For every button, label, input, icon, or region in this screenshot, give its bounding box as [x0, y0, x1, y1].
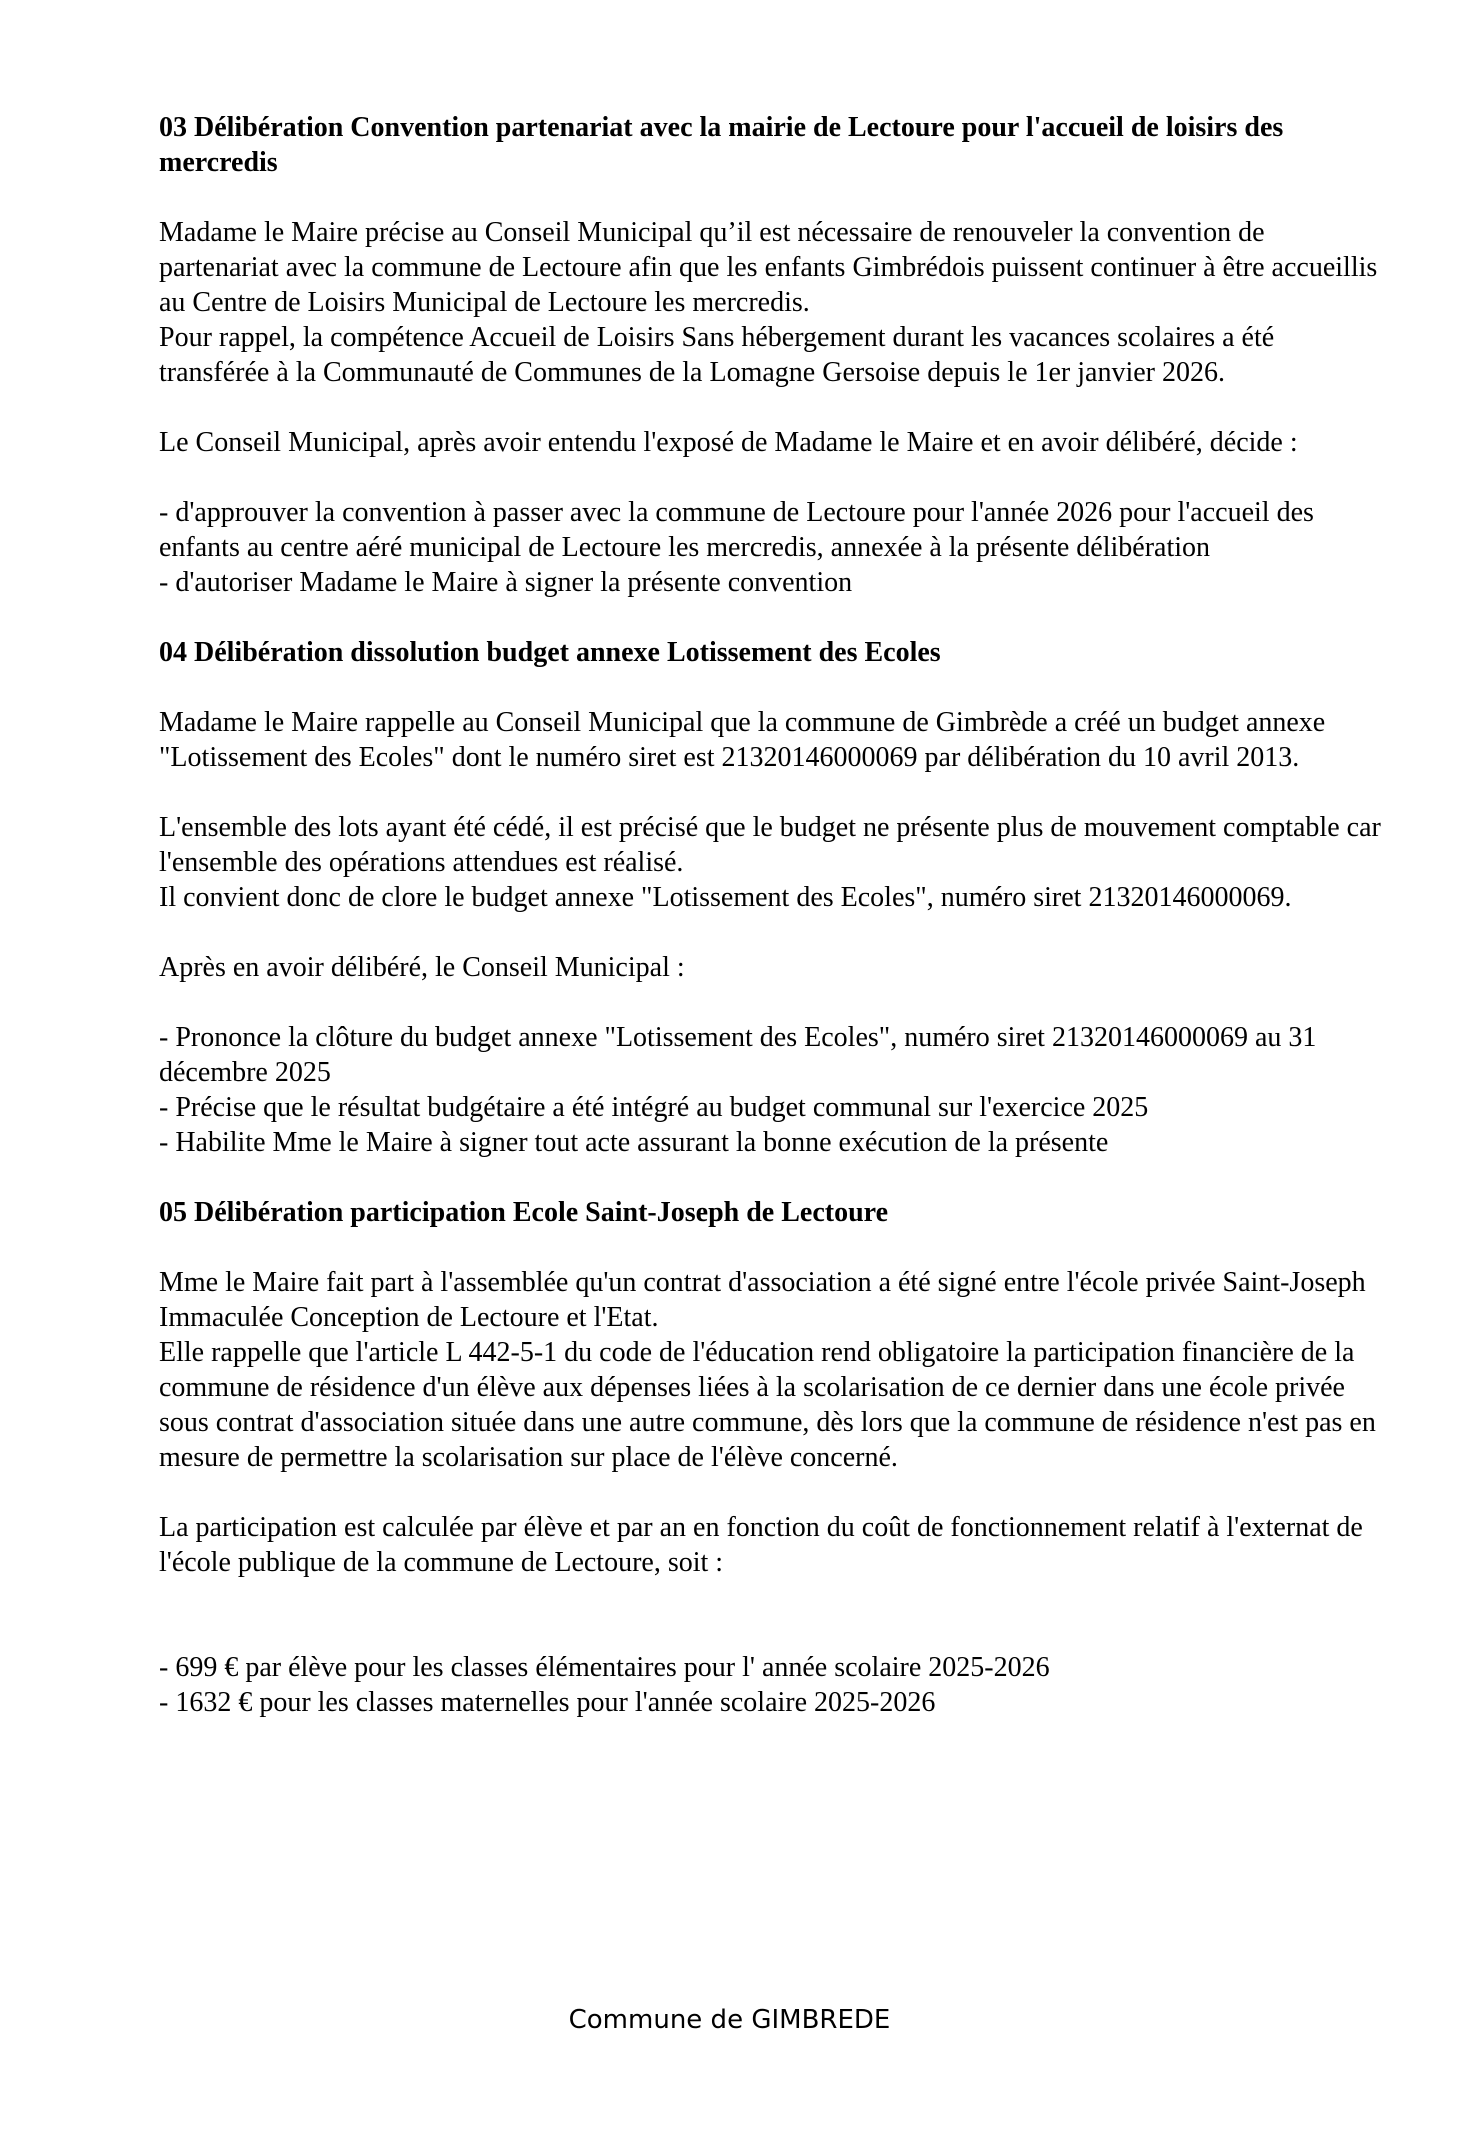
paragraph: Le Conseil Municipal, après avoir entendu l'exposé de Madame le Maire et en avoir délibéré, décide : — [159, 427, 1298, 458]
paragraph: Madame le Maire rappelle au Conseil Municipal que la commune de Gimbrède a créé un budget annexe "Lotissement des Ecoles" dont le numéro siret est 21320146000069 par délibération du 10 avril 2013. — [159, 707, 1326, 773]
list-item: - 699 € par élève pour les classes élémentaires pour l' année scolaire 2025-2026 — [159, 1652, 1050, 1683]
list-item: - d'autoriser Madame le Maire à signer la présente convention — [159, 567, 853, 598]
paragraph: Il convient donc de clore le budget annexe "Lotissement des Ecoles", numéro siret 21320146000069. — [159, 882, 1292, 913]
list-item: - d'approuver la convention à passer avec la commune de Lectoure pour l'année 2026 pour l'accueil des enfants au centre aéré municipal de Lectoure les mercredis, annexée à la présente délibération — [159, 497, 1314, 563]
section-04 — [159, 635, 1389, 1160]
paragraph: L'ensemble des lots ayant été cédé, il est précisé que le budget ne présente plus de mouvement comptable car l'ensemble des opérations attendues est réalisé. — [159, 812, 1381, 878]
paragraph: Après en avoir délibéré, le Conseil Municipal : — [159, 952, 685, 983]
list-item: - Prononce la clôture du budget annexe "Lotissement des Ecoles", numéro siret 21320146000069 au 31 décembre 2025 — [159, 1022, 1317, 1088]
paragraph: Elle rappelle que l'article L 442-5-1 du code de l'éducation rend obligatoire la participation financière de la commune de résidence d'un élève aux dépenses liées à la scolarisation de ce dernier dans une école privée sous contrat d'association située dans une autre commune, dès lors que la commune de résidence n'est pas en mesure de permettre la scolarisation sur place de l'élève concerné. — [159, 1337, 1376, 1473]
list-item: - Précise que le résultat budgétaire a été intégré au budget communal sur l'exercice 2025 — [159, 1092, 1149, 1123]
section-heading: 04 Délibération dissolution budget annexe Lotissement des Ecoles — [159, 637, 941, 668]
section-heading: 05 Délibération participation Ecole Saint-Joseph de Lectoure — [159, 1197, 888, 1228]
list-item: - Habilite Mme le Maire à signer tout acte assurant la bonne exécution de la présente — [159, 1127, 1109, 1158]
section-03 — [159, 110, 1389, 600]
page-footer: Commune de GIMBREDE — [568, 2005, 891, 2035]
list-item: - 1632 € pour les classes maternelles pour l'année scolaire 2025-2026 — [159, 1687, 936, 1718]
document-page — [159, 110, 1389, 1720]
section-heading: 03 Délibération Convention partenariat avec la mairie de Lectoure pour l'accueil de loisirs des mercredis — [159, 112, 1284, 178]
paragraph: Mme le Maire fait part à l'assemblée qu'un contrat d'association a été signé entre l'école privée Saint-Joseph Immaculée Conception de Lectoure et l'Etat. — [159, 1267, 1366, 1333]
paragraph: Pour rappel, la compétence Accueil de Loisirs Sans hébergement durant les vacances scolaires a été transférée à la Communauté de Communes de la Lomagne Gersoise depuis le 1er janvier 2026. — [159, 322, 1275, 388]
paragraph: Madame le Maire précise au Conseil Municipal qu’il est nécessaire de renouveler la convention de partenariat avec la commune de Lectoure afin que les enfants Gimbrédois puissent continuer à être accueillis au Centre de Loisirs Municipal de Lectoure les mercredis. — [159, 217, 1378, 318]
section-05 — [159, 1195, 1389, 1720]
paragraph: La participation est calculée par élève et par an en fonction du coût de fonctionnement relatif à l'externat de l'école publique de la commune de Lectoure, soit : — [159, 1512, 1363, 1578]
